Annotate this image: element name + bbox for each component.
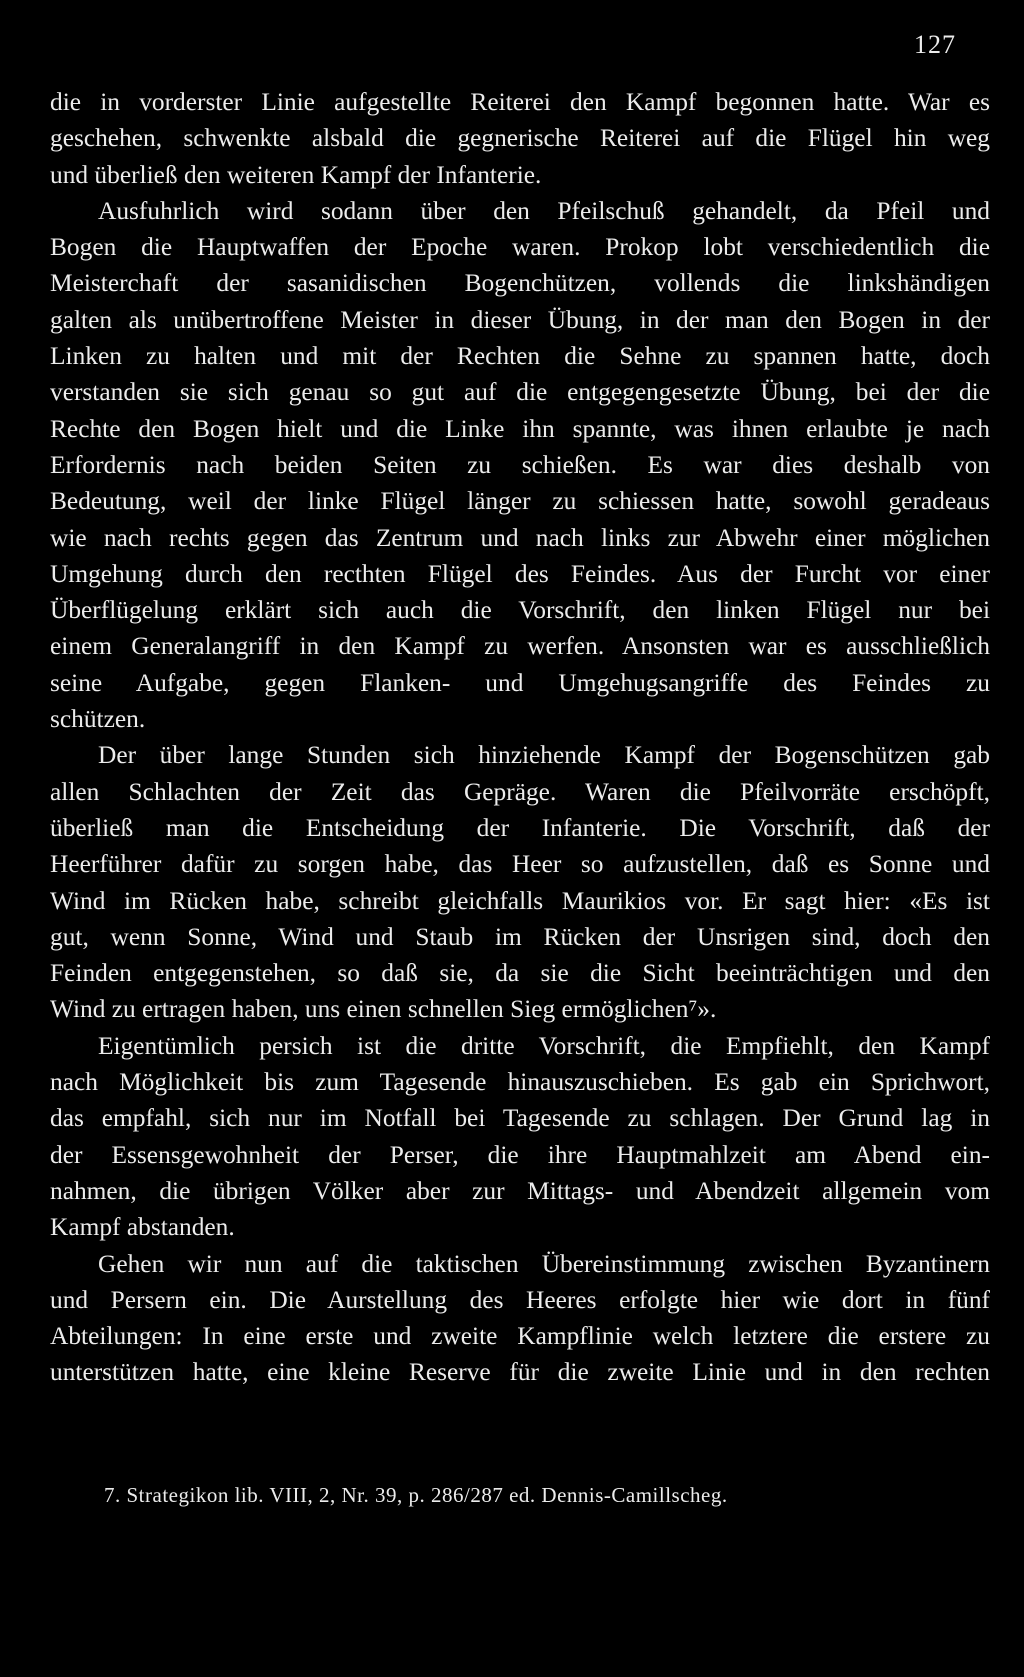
text-line: das empfahl, sich nur im Notfall bei Tagesende zu schlagen. Der Grund lag in — [50, 1104, 990, 1133]
text-line: Linken zu halten und mit der Rechten die Sehne zu spannen hatte, doch — [50, 342, 990, 371]
text-line: Bogen die Hauptwaffen der Epoche waren. Prokop lobt verschiedentlich die — [50, 233, 990, 262]
text-line: Rechte den Bogen hielt und die Linke ihn spannte, was ihnen erlaubte je nach — [50, 414, 990, 443]
text-line: Ausfuhrlich wird sodann über den Pfeilschuß gehandelt, da Pfeil und — [98, 196, 990, 225]
body-text — [50, 84, 990, 1391]
text-line: Heerführer dafür zu sorgen habe, das Heer so aufzustellen, daß es Sonne und — [50, 850, 990, 879]
text-line: Wind zu ertragen haben, uns einen schnellen Sieg ermöglichen⁷». — [50, 995, 717, 1024]
text-line: der Essensgewohnheit der Perser, die ihre Hauptmahlzeit am Abend ein- — [50, 1140, 990, 1169]
text-line: seine Aufgabe, gegen Flanken- und Umgehugsangriffe des Feindes zu — [50, 668, 990, 697]
text-line: Meisterchaft der sasanidischen Bogenchützen, vollends die linkshändigen — [50, 269, 990, 298]
text-line: Überflügelung erklärt sich auch die Vorschrift, den linken Flügel nur bei — [50, 596, 990, 625]
text-line: Feinden entgegenstehen, so daß sie, da sie die Sicht beeinträchtigen und den — [50, 959, 990, 988]
text-line: Der über lange Stunden sich hinziehende Kampf der Bogenschützen gab — [98, 741, 990, 770]
text-line: geschehen, schwenkte alsbald die gegnerische Reiterei auf die Flügel hin weg — [50, 124, 990, 153]
text-line: Umgehung durch den recthten Flügel des Feindes. Aus der Furcht vor einer — [50, 559, 990, 588]
text-line: Kampf abstanden. — [50, 1213, 235, 1242]
page-number: 127 — [914, 30, 956, 59]
text-line: überließ man die Entscheidung der Infanterie. Die Vorschrift, daß der — [50, 813, 990, 842]
text-line: und Persern ein. Die Aurstellung des Heeres erfolgte hier wie dort in fünf — [50, 1285, 990, 1314]
text-line: schützen. — [50, 705, 146, 734]
text-line: Gehen wir nun auf die taktischen Übereinstimmung zwischen Byzantinern — [98, 1249, 990, 1278]
text-line: einem Generalangriff in den Kampf zu werfen. Ansonsten war es ausschließlich — [50, 632, 990, 661]
text-line: verstanden sie sich genau so gut auf die entgegengesetzte Übung, bei der die — [50, 378, 990, 407]
text-line: nach Möglichkeit bis zum Tagesende hinauszuschieben. Es gab ein Sprichwort, — [50, 1068, 990, 1097]
text-line: gut, wenn Sonne, Wind und Staub im Rücken der Unsrigen sind, doch den — [50, 922, 990, 951]
text-line: allen Schlachten der Zeit das Gepräge. Waren die Pfeilvorräte erschöpft, — [50, 777, 990, 806]
text-line: galten als unübertroffene Meister in dieser Übung, in der man den Bogen in der — [50, 305, 990, 334]
text-line: wie nach rechts gegen das Zentrum und nach links zur Abwehr einer möglichen — [50, 523, 990, 552]
text-line: nahmen, die übrigen Völker aber zur Mittags- und Abendzeit allgemein vom — [50, 1176, 990, 1205]
text-line: Erfordernis nach beiden Seiten zu schießen. Es war dies deshalb von — [50, 450, 990, 479]
text-line: Abteilungen: In eine erste und zweite Kampflinie welch letztere die erstere zu — [50, 1322, 990, 1351]
text-line: die in vorderster Linie aufgestellte Reiterei den Kampf begonnen hatte. War es — [50, 88, 990, 116]
text-line: Wind im Rücken habe, schreibt gleichfalls Maurikios vor. Er sagt hier: «Es ist — [50, 886, 990, 915]
text-line: Eigentümlich persich ist die dritte Vorschrift, die Empfiehlt, den Kampf — [98, 1031, 990, 1060]
text-line: und überließ den weiteren Kampf der Infanterie. — [50, 160, 542, 189]
text-line: unterstützen hatte, eine kleine Reserve für die zweite Linie und in den rechten — [50, 1358, 990, 1387]
footnote: 7. Strategikon lib. VIII, 2, Nr. 39, p. 286/287 ed. Dennis-Camillscheg. — [104, 1483, 728, 1507]
text-line: Bedeutung, weil der linke Flügel länger zu schiessen hatte, sowohl geradeaus — [50, 487, 990, 516]
